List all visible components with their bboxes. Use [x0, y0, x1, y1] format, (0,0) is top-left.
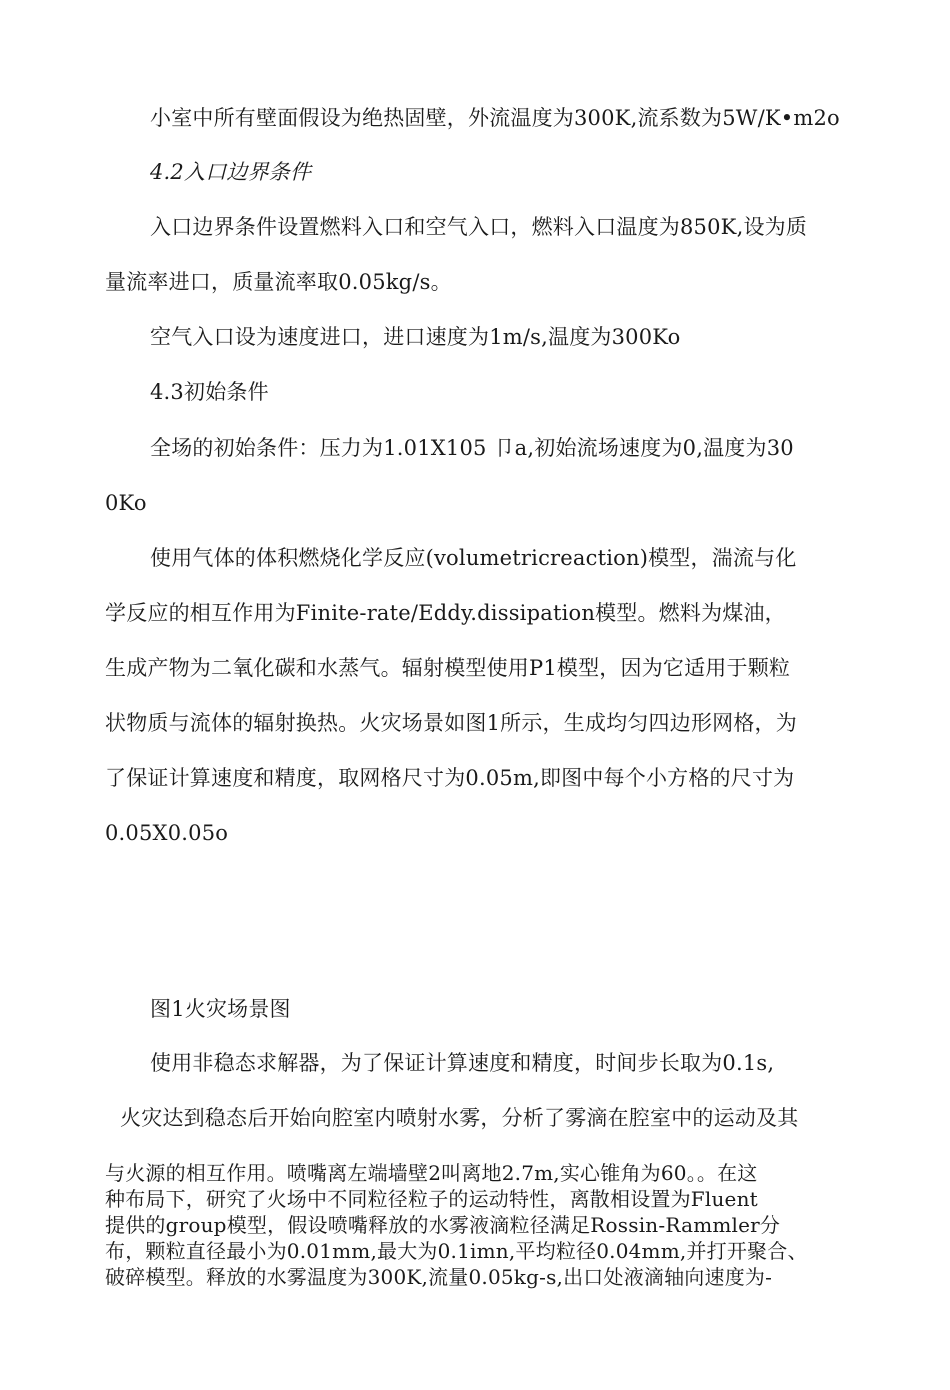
heading-initial-conditions: 4.3初始条件: [150, 380, 269, 404]
paragraph-wall-conditions: 小室中所有壁面假设为绝热固壁，外流温度为300K,流系数为5W/K•m2o: [150, 106, 840, 130]
text-line: 种布局下，研究了火场中不同粒径粒子的运动特性，离散相设置为Fluent: [105, 1187, 758, 1211]
text-line: 状物质与流体的辐射换热。火灾场景如图1所示，生成均匀四边形网格，为: [105, 711, 797, 735]
text-line: 提供的group模型，假设喷嘴释放的水雾液滴粒径满足Rossin-Rammler分: [105, 1213, 781, 1237]
figure-caption: 图1火灾场景图: [150, 997, 291, 1021]
text-line: 布，颗粒直径最小为0.01mm,最大为0.1imn,平均粒径0.04mm,并打开聚合、: [105, 1239, 808, 1263]
text-line: 破碎模型。释放的水雾温度为300K,流量0.05kg-s,出口处液滴轴向速度为-: [105, 1265, 773, 1289]
text-line: 使用气体的体积燃烧化学反应(volumetricreaction)模型，湍流与化: [150, 546, 797, 570]
text-line: 全场的初始条件：压力为1.01X105 卩a,初始流场速度为0,温度为30: [150, 436, 794, 460]
heading-inlet-boundary: 4.2入口边界条件: [150, 160, 312, 184]
text-line: 了保证计算速度和精度，取网格尺寸为0.05m,即图中每个小方格的尺寸为: [105, 766, 795, 790]
text-line: 入口边界条件设置燃料入口和空气入口，燃料入口温度为850K,设为质: [150, 215, 808, 239]
paragraph-air-inlet: 空气入口设为速度进口，进口速度为1m/s,温度为300Ko: [150, 325, 681, 349]
text-line: 学反应的相互作用为Finite-rate/Eddy.dissipation模型。燃料为煤油，: [105, 601, 786, 625]
text-line: 0.05X0.05o: [105, 821, 229, 845]
text-line: 生成产物为二氧化碳和水蒸气。辐射模型使用P1模型，因为它适用于颗粒: [105, 656, 791, 680]
text-line: 与火源的相互作用。喷嘴离左端墙壁2叫离地2.7m,实心锥角为60。。在这: [105, 1161, 758, 1185]
paragraph-water-mist: 火灾达到稳态后开始向腔室内喷射水雾，分析了雾滴在腔室中的运动及其: [120, 1106, 799, 1130]
paragraph-solver: 使用非稳态求解器，为了保证计算速度和精度，时间步长取为0.1s,: [150, 1051, 775, 1075]
text-line: 量流率进口，质量流率取0.05kg/s。: [105, 270, 452, 294]
text-line: 0Ko: [105, 491, 147, 515]
